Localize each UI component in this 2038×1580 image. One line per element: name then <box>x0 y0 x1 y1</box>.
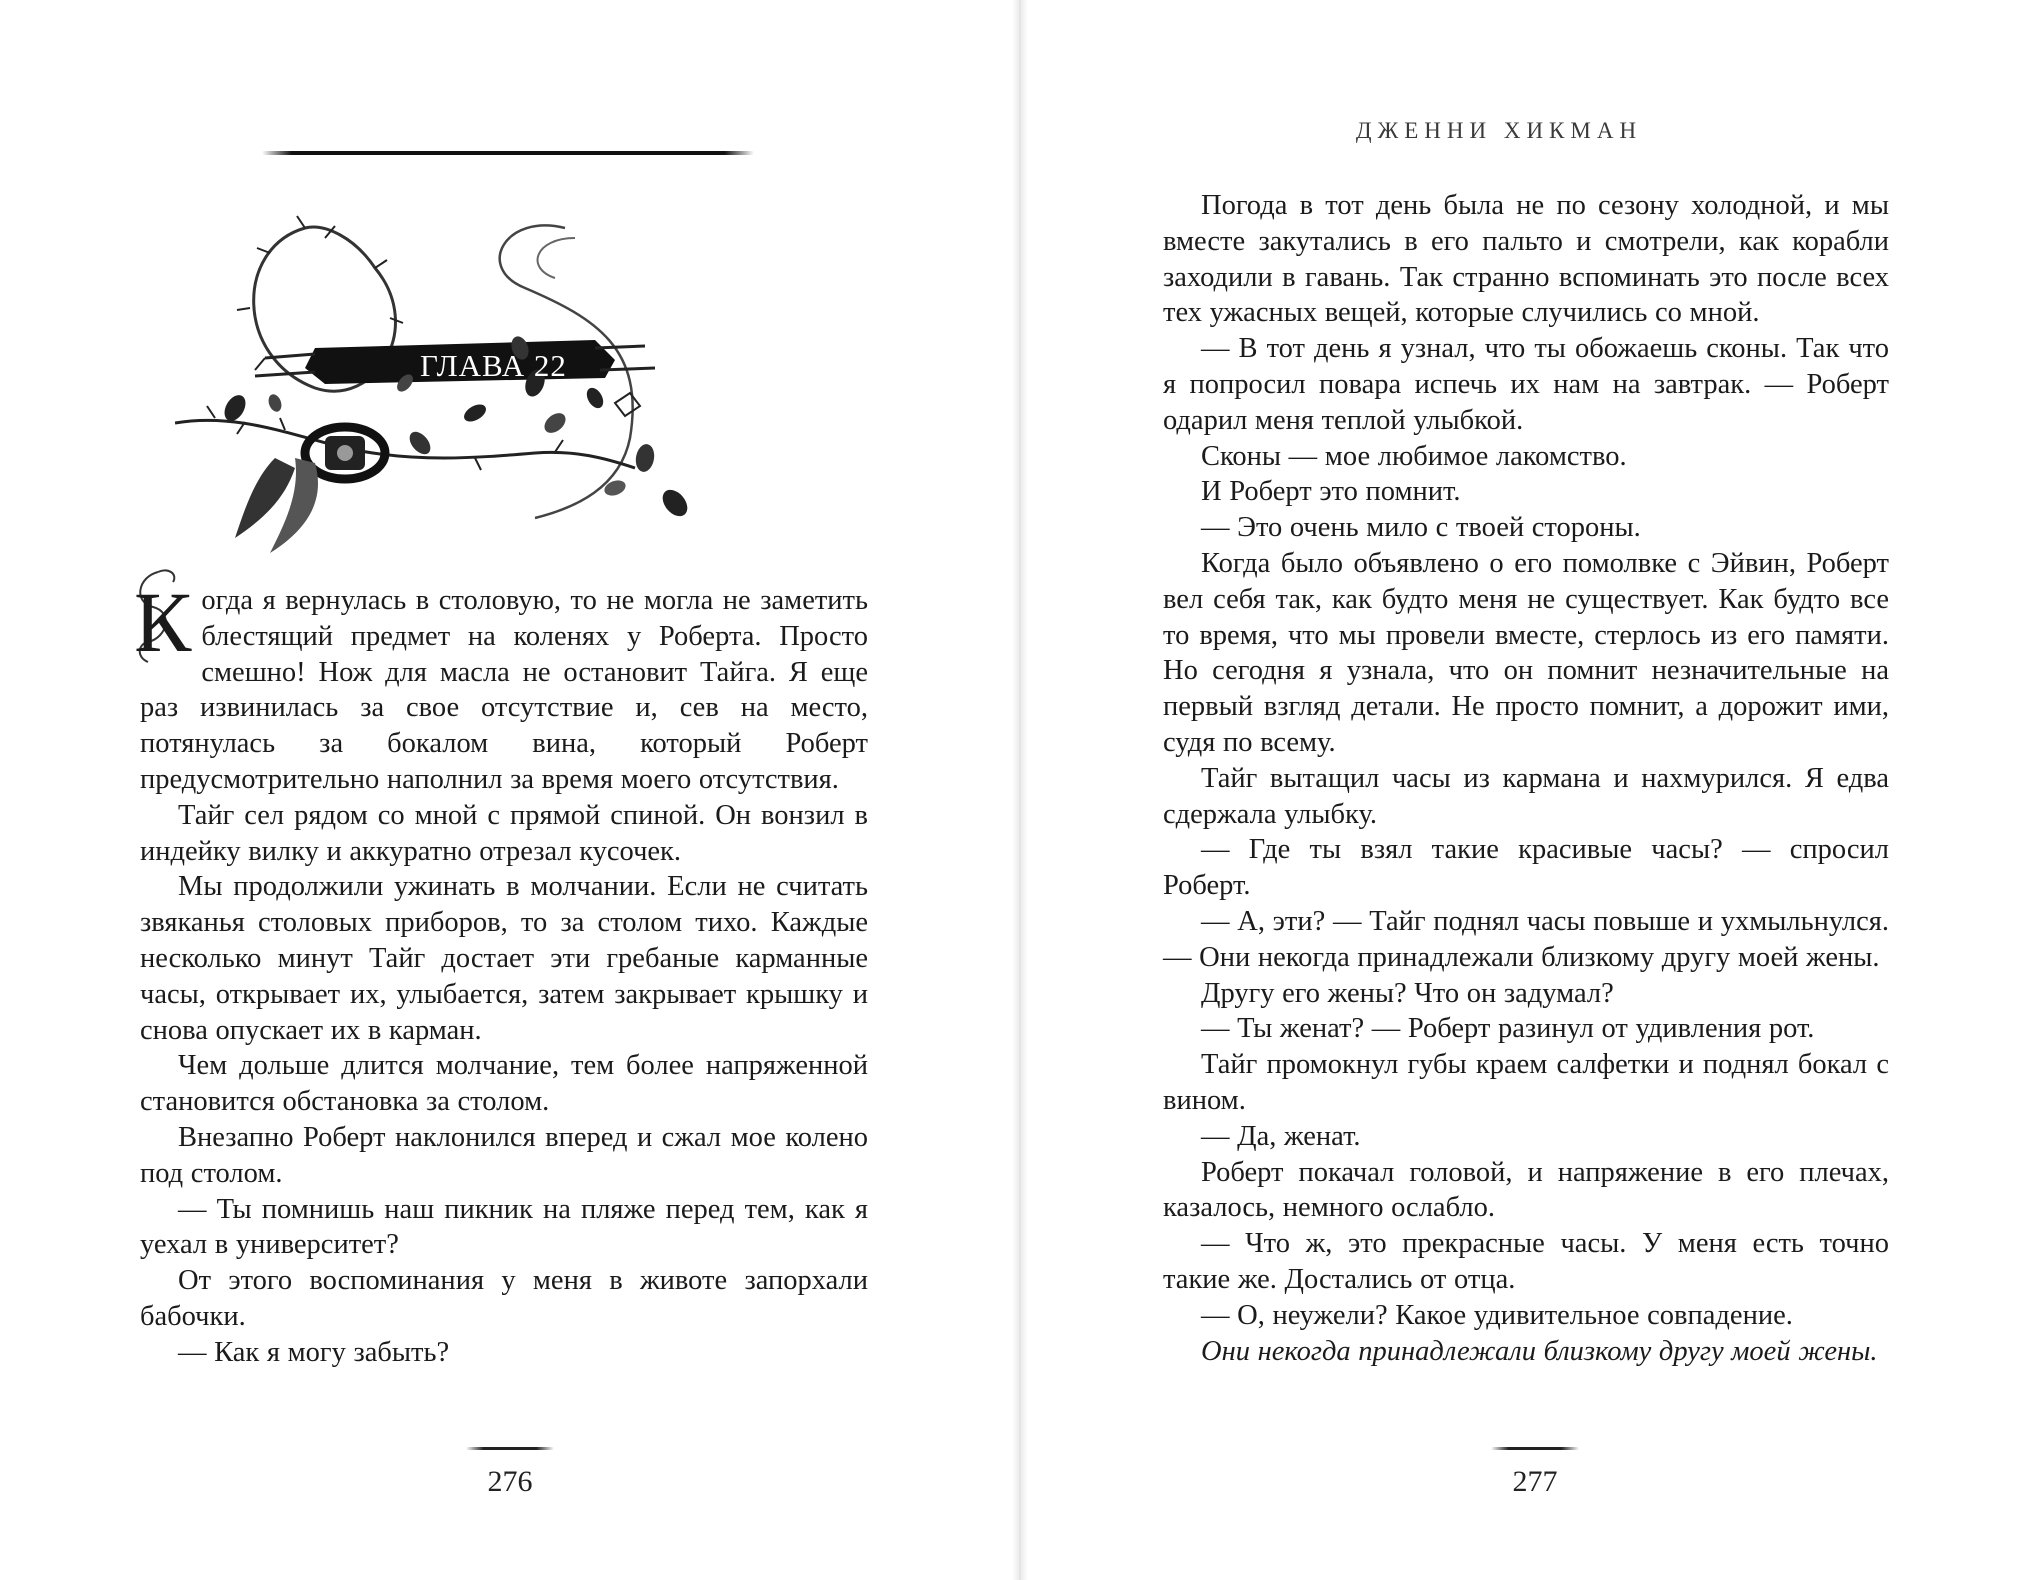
left-page-body <box>134 574 868 1371</box>
paragraph: От этого воспоминания у меня в животе запорхали бабочки. <box>140 1265 868 1332</box>
paragraph: Тайг промокнул губы краем салфетки и поднял бокал с вином. <box>1163 1049 1889 1116</box>
opening-paragraph <box>134 574 868 798</box>
paragraph: Чем дольше длится молчание, тем более напряженной становится обстановка за столом. <box>140 1050 868 1118</box>
chapter-ornament-illustration <box>175 208 775 578</box>
paragraph: — О, неужели? Какое удивительное совпадение. <box>1201 1299 1793 1331</box>
right-page <box>1019 0 2038 1580</box>
paragraph: — В тот день я узнал, что ты обожаешь сконы. Так что я попросил повара испечь их нам на завтрак. — Роберт одарил меня теплой улыбкой. <box>1163 333 1889 436</box>
drop-cap: К <box>134 574 192 670</box>
page-number: 276 <box>487 1465 533 1498</box>
paragraph: — Что ж, это прекрасные часы. У меня есть точно такие же. Достались от отца. <box>1163 1228 1889 1295</box>
right-page-body <box>1163 188 1889 1369</box>
opening-paragraph-text: огда я вернулась в столовую, то не могла не заметить блестящий предмет на коленях у Роберта. Просто смешно! Нож для масла не остановит Тайга. Я еще раз извинилась за свое отсутствие и, сев на место, потянулась за бокалом вина, который Роберт предусмотрительно наполнил за время моего отсутствия. <box>140 585 868 795</box>
paragraph: Тайг вытащил часы из кармана и нахмурился. Я едва сдержала улыбку. <box>1163 762 1889 830</box>
paragraph: — Где ты взял такие красивые часы? — спросил Роберт. <box>1163 834 1889 902</box>
paragraph: Другу его жены? Что он задумал? <box>1201 977 1614 1009</box>
paragraph: Тайг сел рядом со мной с прямой спиной. Он вонзил в индейку вилку и аккуратно отрезал кусочек. <box>140 799 868 867</box>
paragraph: — Это очень мило с твоей стороны. <box>1201 512 1641 544</box>
page-number: 277 <box>1512 1465 1558 1498</box>
folio-rule <box>1491 1447 1579 1450</box>
paragraph: — Как я могу забыть? <box>178 1336 450 1368</box>
paragraph: Погода в тот день была не по сезону холодной, и мы вместе закутались в его пальто и смотрели, как корабли заходили в гавань. Так странно вспоминать это после всех тех ужасных вещей, которые случились со мной. <box>1163 190 1889 329</box>
top-ornament-rule <box>262 151 754 155</box>
paragraph: Сконы — мое любимое лакомство. <box>1201 440 1627 472</box>
paragraph: — Ты помнишь наш пикник на пляже перед тем, как я уехал в университет? <box>140 1193 868 1261</box>
paragraph: Внезапно Роберт наклонился вперед и сжал мое колено под столом. <box>140 1121 868 1189</box>
paragraph: Когда было объявлено о его помолвке с Эйвин, Роберт вел себя так, как будто меня не существует. Как будто все то время, что мы провели вместе, стерлось из его памяти. Но сегодня я узнала, что он помнит незначительные на первый взгляд детали. Не просто помнит, а дорожит ими, судя по всему. <box>1163 547 1889 758</box>
folio-rule <box>466 1447 554 1450</box>
italic-thought-line: Они некогда принадлежали близкому другу моей жены. <box>1201 1335 1878 1367</box>
chapter-title: ГЛАВА 22 <box>420 348 567 383</box>
paragraph: Мы продолжили ужинать в молчании. Если не считать звяканья столовых приборов, то за столом тихо. Каждые несколько минут Тайг достает эти гребаные карманные часы, открывает их, улыбается, затем закрывает крышку и снова опускает их в карман. <box>140 871 868 1046</box>
paragraph: — Да, женат. <box>1201 1120 1361 1152</box>
running-head: ДЖЕННИ ХИКМАН <box>1355 118 1643 143</box>
paragraph: И Роберт это помнит. <box>1201 476 1461 508</box>
paragraph: Роберт покачал головой, и напряжение в его плечах, казалось, немного ослабло. <box>1163 1156 1889 1224</box>
paragraph: — А, эти? — Тайг поднял часы повыше и ухмыльнулся. — Они некогда принадлежали близкому другу моей жены. <box>1163 905 1889 973</box>
paragraph: — Ты женат? — Роберт разинул от удивления рот. <box>1201 1013 1815 1045</box>
